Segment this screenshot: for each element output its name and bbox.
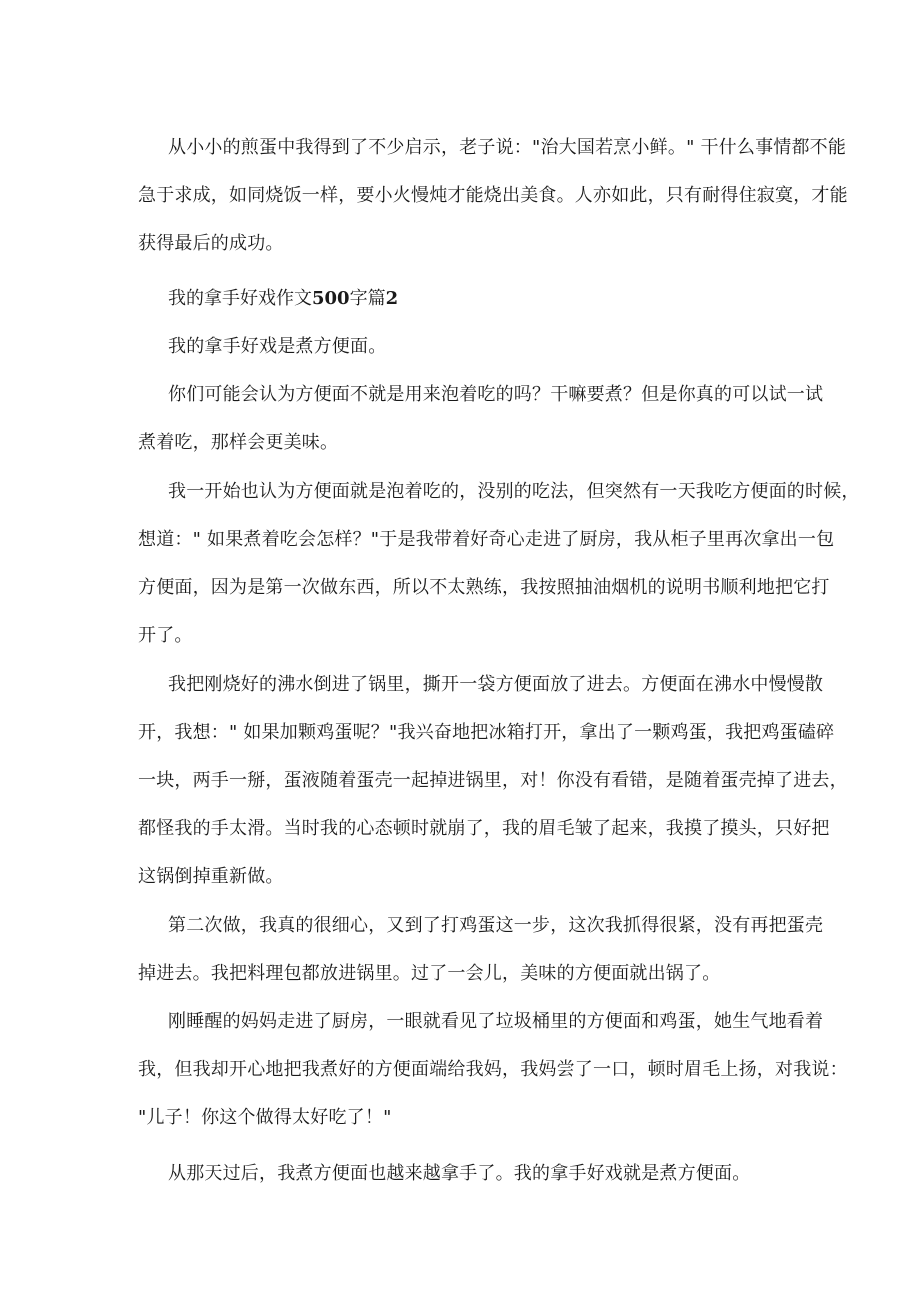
- paragraph-line: 方便面，因为是第一次做东西，所以不太熟练，我按照抽油烟机的说明书顺利地把它打: [138, 577, 830, 598]
- heading-suffix: 字篇: [349, 288, 386, 309]
- paragraph-line: 一块，两手一掰，蛋液随着蛋壳一起掉进锅里，对！你没有看错，是随着蛋壳掉了进去，: [138, 770, 848, 791]
- paragraph-line: 急于求成，如同烧饭一样，要小火慢炖才能烧出美食。人亦如此，只有耐得住寂寞，才能: [138, 185, 848, 206]
- paragraph-line: 你们可能会认为方便面不就是用来泡着吃的吗？干嘛要煮？但是你真的可以试一试: [168, 384, 824, 405]
- paragraph-line: 从小小的煎蛋中我得到了不少启示，老子说："治大国若烹小鲜。" 干什么事情都不能: [168, 137, 847, 158]
- paragraph-line: 我把刚烧好的沸水倒进了锅里，撕开一袋方便面放了进去。方便面在沸水中慢慢散: [168, 674, 824, 695]
- section-heading: [168, 287, 398, 311]
- paragraph-line: 从那天过后，我煮方便面也越来越拿手了。我的拿手好戏就是煮方便面。: [168, 1163, 751, 1184]
- paragraph-line: 开，我想：" 如果加颗鸡蛋呢？"我兴奋地把冰箱打开，拿出了一颗鸡蛋，我把鸡蛋磕碎: [138, 722, 835, 743]
- paragraph-line: 第二次做，我真的很细心，又到了打鸡蛋这一步，这次我抓得很紧，没有再把蛋壳: [168, 915, 824, 936]
- paragraph-line: 我，但我却开心地把我煮好的方便面端给我妈，我妈尝了一口，顿时眉毛上扬，对我说：: [138, 1059, 848, 1080]
- paragraph-line: "儿子！你这个做得太好吃了！": [138, 1107, 392, 1128]
- heading-number: 500: [312, 288, 350, 309]
- paragraph-line: 获得最后的成功。: [138, 233, 284, 254]
- paragraph-line: 这锅倒掉重新做。: [138, 866, 284, 887]
- paragraph-line: 开了。: [138, 625, 193, 646]
- paragraph-line: 我的拿手好戏是煮方便面。: [168, 336, 387, 357]
- paragraph-line: 刚睡醒的妈妈走进了厨房，一眼就看见了垃圾桶里的方便面和鸡蛋，她生气地看着: [168, 1011, 824, 1032]
- heading-index: 2: [385, 288, 399, 309]
- paragraph-line: 想道：" 如果煮着吃会怎样？"于是我带着好奇心走进了厨房，我从柜子里再次拿出一包: [138, 529, 835, 550]
- paragraph-line: 我一开始也认为方便面就是泡着吃的，没别的吃法，但突然有一天我吃方便面的时候，: [168, 481, 860, 502]
- paragraph-line: 都怪我的手太滑。当时我的心态顿时就崩了，我的眉毛皱了起来，我摸了摸头，只好把: [138, 818, 830, 839]
- heading-prefix: 我的拿手好戏作文: [168, 288, 312, 309]
- paragraph-line: 掉进去。我把料理包都放进锅里。过了一会儿，美味的方便面就出锅了。: [138, 963, 721, 984]
- paragraph-line: 煮着吃，那样会更美味。: [138, 432, 339, 453]
